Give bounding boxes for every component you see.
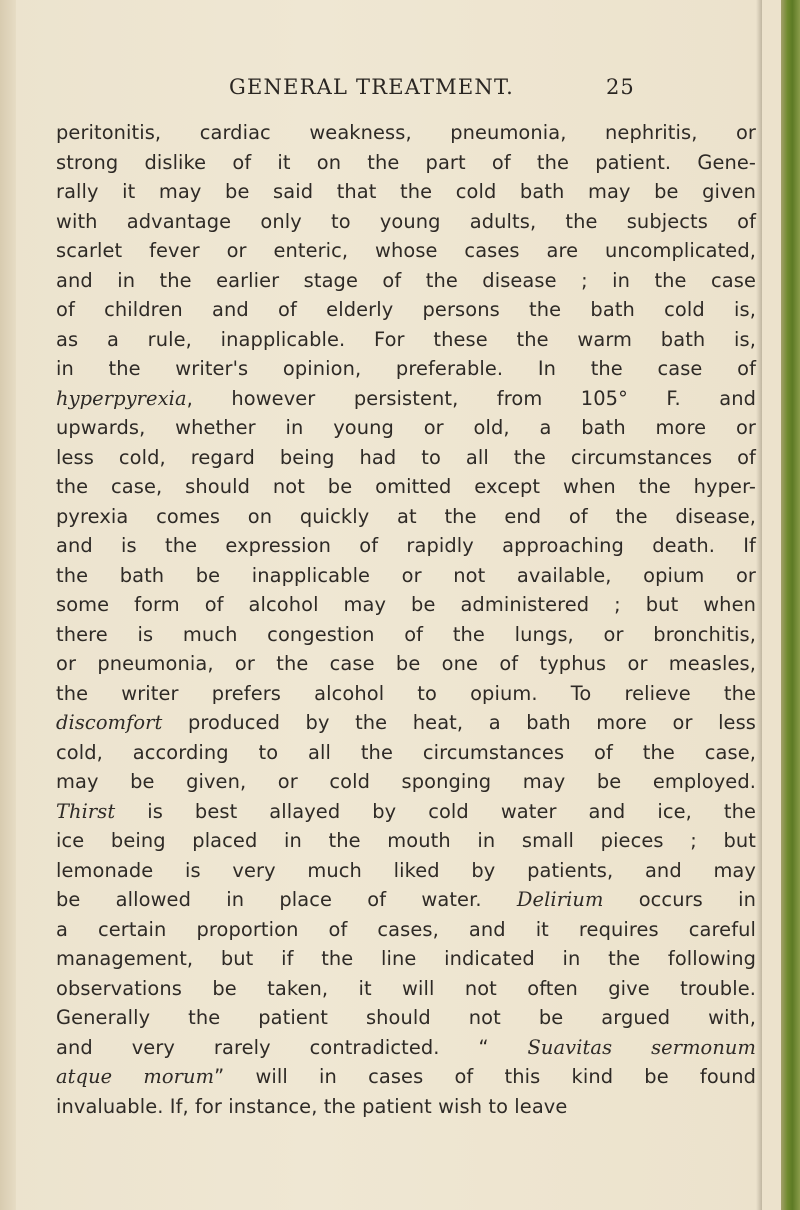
italic-term: discomfort	[56, 711, 163, 734]
text-line	[56, 236, 756, 266]
text-segment: lemonade is very much liked by patients, and may	[56, 858, 756, 882]
text-line	[56, 767, 756, 797]
text-line	[56, 531, 756, 561]
text-line	[56, 590, 756, 620]
text-segment: pyrexia comes on quickly at the end of the disease,	[56, 504, 756, 528]
text-line	[56, 856, 756, 886]
text-line	[56, 826, 756, 856]
text-segment: management, but if the line indicated in the following	[56, 947, 756, 970]
running-head-title: GENERAL TREATMENT.	[229, 75, 514, 99]
italic-term: Thirst	[56, 799, 116, 823]
text-line	[56, 384, 756, 414]
text-segment: some form of alcohol may be administered ; but when	[56, 593, 756, 616]
text-line	[56, 561, 756, 591]
text-line	[56, 679, 756, 709]
italic-term: Suavitas sermonum	[527, 1035, 756, 1059]
text-segment: and is the expression of rapidly approaching death. If	[56, 534, 756, 557]
running-head	[0, 75, 781, 105]
text-segment: rally it may be said that the cold bath may be given	[56, 180, 756, 203]
text-segment: , however persistent, from 105° F. and	[186, 386, 756, 410]
text-segment: upwards, whether in young or old, a bath more or	[56, 416, 756, 439]
text-line	[56, 974, 756, 1004]
page-number: 25	[606, 75, 635, 99]
text-line	[56, 354, 756, 384]
text-line	[56, 708, 756, 738]
text-line	[56, 944, 756, 974]
text-line	[56, 266, 756, 296]
text-segment: the bath be inapplicable or not available, opium or	[56, 563, 756, 587]
text-segment: strong dislike of it on the part of the patient. Gene-	[56, 150, 756, 174]
text-segment: cold, according to all the circumstances of the case,	[56, 740, 756, 764]
text-segment: observations be taken, it will not often give trouble.	[56, 976, 756, 1000]
text-segment: scarlet fever or enteric, whose cases are uncomplicated,	[56, 239, 756, 262]
text-line	[56, 118, 756, 148]
text-segment: may be given, or cold sponging may be employed.	[56, 770, 756, 793]
text-segment: occurs in	[603, 888, 756, 911]
text-segment: Generally the patient should not be argued with,	[56, 1006, 756, 1029]
text-segment: ice being placed in the mouth in small pieces ; but	[56, 829, 756, 852]
text-segment: the case, should not be omitted except when the hyper-	[56, 475, 756, 498]
text-line	[56, 177, 756, 207]
text-segment: less cold, regard being had to all the circumstances of	[56, 445, 756, 469]
text-line	[56, 1062, 756, 1092]
text-segment: be allowed in place of water.	[56, 888, 517, 911]
text-segment: with advantage only to young adults, the subjects of	[56, 209, 756, 233]
text-segment: is best allayed by cold water and ice, the	[115, 799, 756, 823]
text-line	[56, 472, 756, 502]
text-line	[56, 620, 756, 650]
text-line	[56, 1003, 756, 1033]
text-line	[56, 1092, 756, 1122]
body-text	[56, 118, 756, 1121]
text-segment: as a rule, inapplicable. For these the warm bath is,	[56, 327, 756, 351]
text-segment: and in the earlier stage of the disease ; in the case	[56, 268, 756, 292]
text-segment: and very rarely contradicted. “	[56, 1035, 528, 1059]
text-line	[56, 649, 756, 679]
italic-term: atque morum	[56, 1065, 215, 1088]
text-segment: or pneumonia, or the case be one of typhus or measles,	[56, 652, 756, 675]
text-segment: invaluable. If, for instance, the patient wish to leave	[56, 1094, 568, 1118]
text-line	[56, 148, 756, 178]
text-segment: the writer prefers alcohol to opium. To relieve the	[56, 681, 756, 705]
text-line	[56, 443, 756, 473]
text-line	[56, 885, 756, 915]
text-line	[56, 915, 756, 945]
text-line	[56, 325, 756, 355]
text-line	[56, 502, 756, 532]
text-segment: in the writer's opinion, preferable. In the case of	[56, 357, 756, 380]
gutter-shadow	[756, 0, 762, 1210]
text-segment: a certain proportion of cases, and it requires careful	[56, 917, 756, 941]
text-segment: there is much congestion of the lungs, or bronchitis,	[56, 622, 756, 646]
text-segment: of children and of elderly persons the bath cold is,	[56, 298, 756, 321]
text-line	[56, 738, 756, 768]
text-line	[56, 797, 756, 827]
text-segment: produced by the heat, a bath more or less	[162, 711, 756, 734]
text-segment: ” will in cases of this kind be found	[214, 1065, 756, 1088]
book-binding-edge	[781, 0, 800, 1210]
text-segment: peritonitis, cardiac weakness, pneumonia, nephritis, or	[56, 121, 756, 144]
page-left-edge	[0, 0, 16, 1210]
text-line	[56, 295, 756, 325]
italic-term: hyperpyrexia	[56, 386, 187, 410]
text-line	[56, 413, 756, 443]
italic-term: Delirium	[516, 888, 604, 911]
text-line	[56, 207, 756, 237]
text-line	[56, 1033, 756, 1063]
